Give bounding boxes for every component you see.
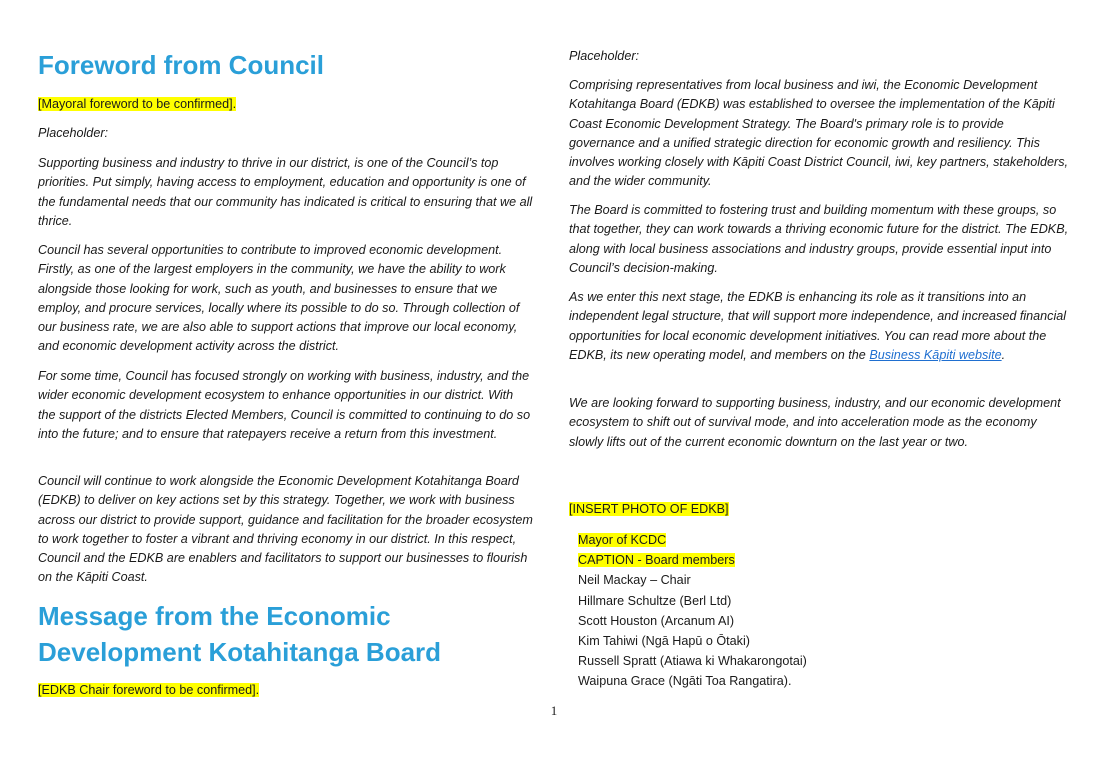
photo-placeholder-note: [INSERT PHOTO OF EDKB] bbox=[569, 502, 729, 516]
board-members-list bbox=[578, 530, 807, 692]
edkb-foreword-note: [EDKB Chair foreword to be confirmed]. bbox=[38, 683, 260, 697]
list-item: Kim Tahiwi (Ngā Hapū o Ōtaki) bbox=[578, 634, 750, 649]
list-item: Russell Spratt (Atiawa ki Whakarongotai) bbox=[578, 654, 807, 669]
foreword-heading: Foreword from Council bbox=[38, 50, 324, 80]
page-number: 1 bbox=[550, 703, 558, 718]
caption-board-members: CAPTION - Board members bbox=[578, 553, 735, 568]
placeholder-label: Placeholder: bbox=[38, 126, 109, 140]
list-item: Waipuna Grace (Ngāti Toa Rangatira). bbox=[578, 674, 792, 689]
foreword-paragraph: For some time, Council has focused strongly on working with business, industry, and the wider economic development ecosystem to enhance opportunities in our district. With the support of the districts Elected Members, Council is committed to continuing to do so into the future; and to ensure that ratepayers receive a return from this investment. bbox=[38, 369, 531, 441]
message-paragraph: Comprising representatives from local business and iwi, the Economic Development Kotahitanga Board (EDKB) was established to oversee the implementation of the Kāpiti Coast Economic Development Strategy. The Board's primary role is to provide governance and a unified strategic direction for economic growth and resiliency. This involves working closely with Kāpiti Coast District Council, iwi, key partners, stakeholders, and the wider community. bbox=[569, 78, 1069, 189]
list-item: Neil Mackay – Chair bbox=[578, 573, 691, 588]
message-paragraph: We are looking forward to supporting business, industry, and our economic development ecosystem to shift out of survival mode, and into acceleration mode as the economy slowly lifts out of the current economic downturn on the last year or two. bbox=[569, 396, 1061, 449]
foreword-paragraph: Council has several opportunities to contribute to improved economic development. Firstly, as one of the largest employers in the community, we have the ability to work alongside those looking for work, such as youth, and businesses to ensure that we employ, and procure services, locally where its possible to do so. Through collection of our business rate, we are also able to support actions that improve our local economy, and economic development activity across the district. bbox=[38, 243, 520, 354]
mayoral-foreword-note: [Mayoral foreword to be confirmed]. bbox=[38, 97, 237, 111]
placeholder-label: Placeholder: bbox=[569, 49, 640, 63]
foreword-paragraph: Council will continue to work alongside the Economic Development Kotahitanga Board (EDKB) to deliver on key actions set by this strategy. Together, we work with business across our district to provide support, guidance and facilitation for the broader ecosystem to work together to foster a vibrant and thriving economy in our district. In this respect, Council and the EDKB are enablers and facilitators to support our businesses to flourish on the Kāpiti Coast. bbox=[38, 474, 533, 585]
list-item: Scott Houston (Arcanum AI) bbox=[578, 613, 735, 628]
caption-mayor: Mayor of KCDC bbox=[578, 533, 667, 547]
message-paragraph: As we enter this next stage, the EDKB is enhancing its role as it transitions into an independent legal structure, that will support more independence, and increased financial opportunities for local economic development initiatives. You can read more about the EDKB, its new operating model, and members on the Business Kāpiti website. bbox=[569, 290, 1067, 362]
message-paragraph: The Board is committed to fostering trust and building momentum with these groups, so that together, they can work towards a thriving economic future for the district. The EDKB, along with local business associations and industry groups, provide essential input into Council’s decision-making. bbox=[569, 203, 1069, 275]
foreword-paragraph: Supporting business and industry to thrive in our district, is one of the Council’s top priorities. Put simply, having access to employment, education and opportunity is one of the fundamental needs that our community has indicated is critical to ensuring that we all thrice. bbox=[38, 156, 533, 228]
list-item: Hillmare Schultze (Berl Ltd) bbox=[578, 593, 732, 608]
message-heading: Message from the Economic Development Kotahitanga Board bbox=[38, 601, 442, 667]
business-kapiti-link[interactable]: Business Kāpiti website bbox=[869, 347, 1002, 362]
